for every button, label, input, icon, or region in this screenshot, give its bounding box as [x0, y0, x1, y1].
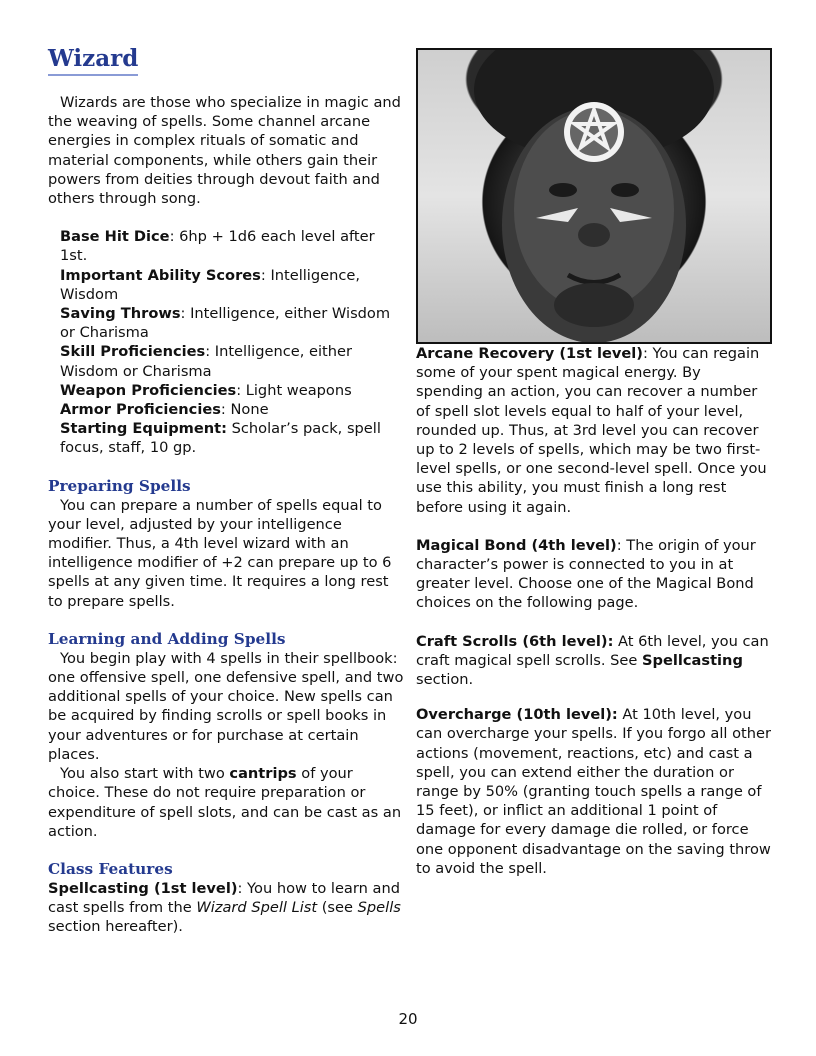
- stat-weapon-proficiencies: Weapon Proficiencies: Light weapons: [60, 381, 352, 399]
- left-column: [48, 44, 404, 937]
- preparing-spells-text: You can prepare a number of spells equal to your level, adjusted by your intelligence modifier. Thus, a 4th level wizard with an intelligence modifier of +2 can prepare up to 6 spells at any given time. It requires a long rest to prepare spells.: [48, 496, 392, 610]
- right-column: [416, 48, 772, 878]
- portrait-illustration: [418, 50, 770, 342]
- wizard-portrait-image: [416, 48, 772, 344]
- page-title: Wizard: [48, 44, 138, 76]
- spellcasting-feature: Spellcasting (1st level): You how to learn and cast spells from the Wizard Spell List (see Spells section hereafter).: [48, 879, 401, 936]
- stat-saving-throws: Saving Throws: Intelligence, either Wisdom or Charisma: [60, 305, 391, 342]
- craft-scrolls-feature: Craft Scrolls (6th level): At 6th level, you can craft magical spell scrolls. See Spellcasting section.: [416, 632, 769, 689]
- stat-skill-proficiencies: Skill Proficiencies: Intelligence, either Wisdom or Charisma: [60, 343, 352, 380]
- overcharge-feature: Overcharge (10th level): At 10th level, you can overcharge your spells. If you forgo all other actions (movement, reactions, etc) and cast a spell, you can extend either the duration or range by 50% (granting touch spells a range of 15 feet), or inflict an additional 1 point of damage for every damage die rolled, or force one opponent disadvantage on the saving throw to avoid the spell.: [416, 706, 771, 877]
- intro-paragraph: Wizards are those who specialize in magic and the weaving of spells. Some channel arcane energies in complex rituals of somatic and material components, while others gain their powers from deities through devout faith and others through song.: [48, 94, 401, 208]
- class-stats: [48, 227, 404, 457]
- learning-spells-text: You begin play with 4 spells in their spellbook: one offensive spell, one defensive spell, and two additional spells of your choice. New spells can be acquired by finding scrolls or spell books in your adventures or for purchase at certain places.: [48, 649, 404, 763]
- learning-spells-heading: Learning and Adding Spells: [48, 629, 286, 648]
- class-features-heading: Class Features: [48, 859, 173, 878]
- magical-bond-feature: Magical Bond (4th level): The origin of your character’s power is connected to you in at greater level. Choose one of the Magical Bond choices on the following page.: [416, 536, 756, 612]
- page-number: 20: [398, 1010, 418, 1028]
- stat-armor-proficiencies: Armor Proficiencies: None: [60, 401, 269, 419]
- cantrips-text: You also start with two cantrips of your choice. These do not require preparation or expenditure of spell slots, and can be cast as an action.: [48, 765, 402, 840]
- arcane-recovery-feature: Arcane Recovery (1st level): You can regain some of your spent magical energy. By spending an action, you can recover a number of spell slot levels equal to half of your level, rounded up. Thus, at 3rd level you can recover up to 2 levels of spells, which may be two first-level spells, or one second-level spell. Once you use this ability, you must finish a long rest before using it again.: [416, 345, 767, 516]
- preparing-spells-heading: Preparing Spells: [48, 476, 191, 495]
- stat-hit-dice: Base Hit Dice: 6hp + 1d6 each level after 1st.: [60, 228, 375, 265]
- stat-ability-scores: Important Ability Scores: Intelligence, Wisdom: [60, 266, 360, 303]
- stat-starting-equipment: Starting Equipment: Scholar’s pack, spell focus, staff, 10 gp.: [60, 420, 381, 457]
